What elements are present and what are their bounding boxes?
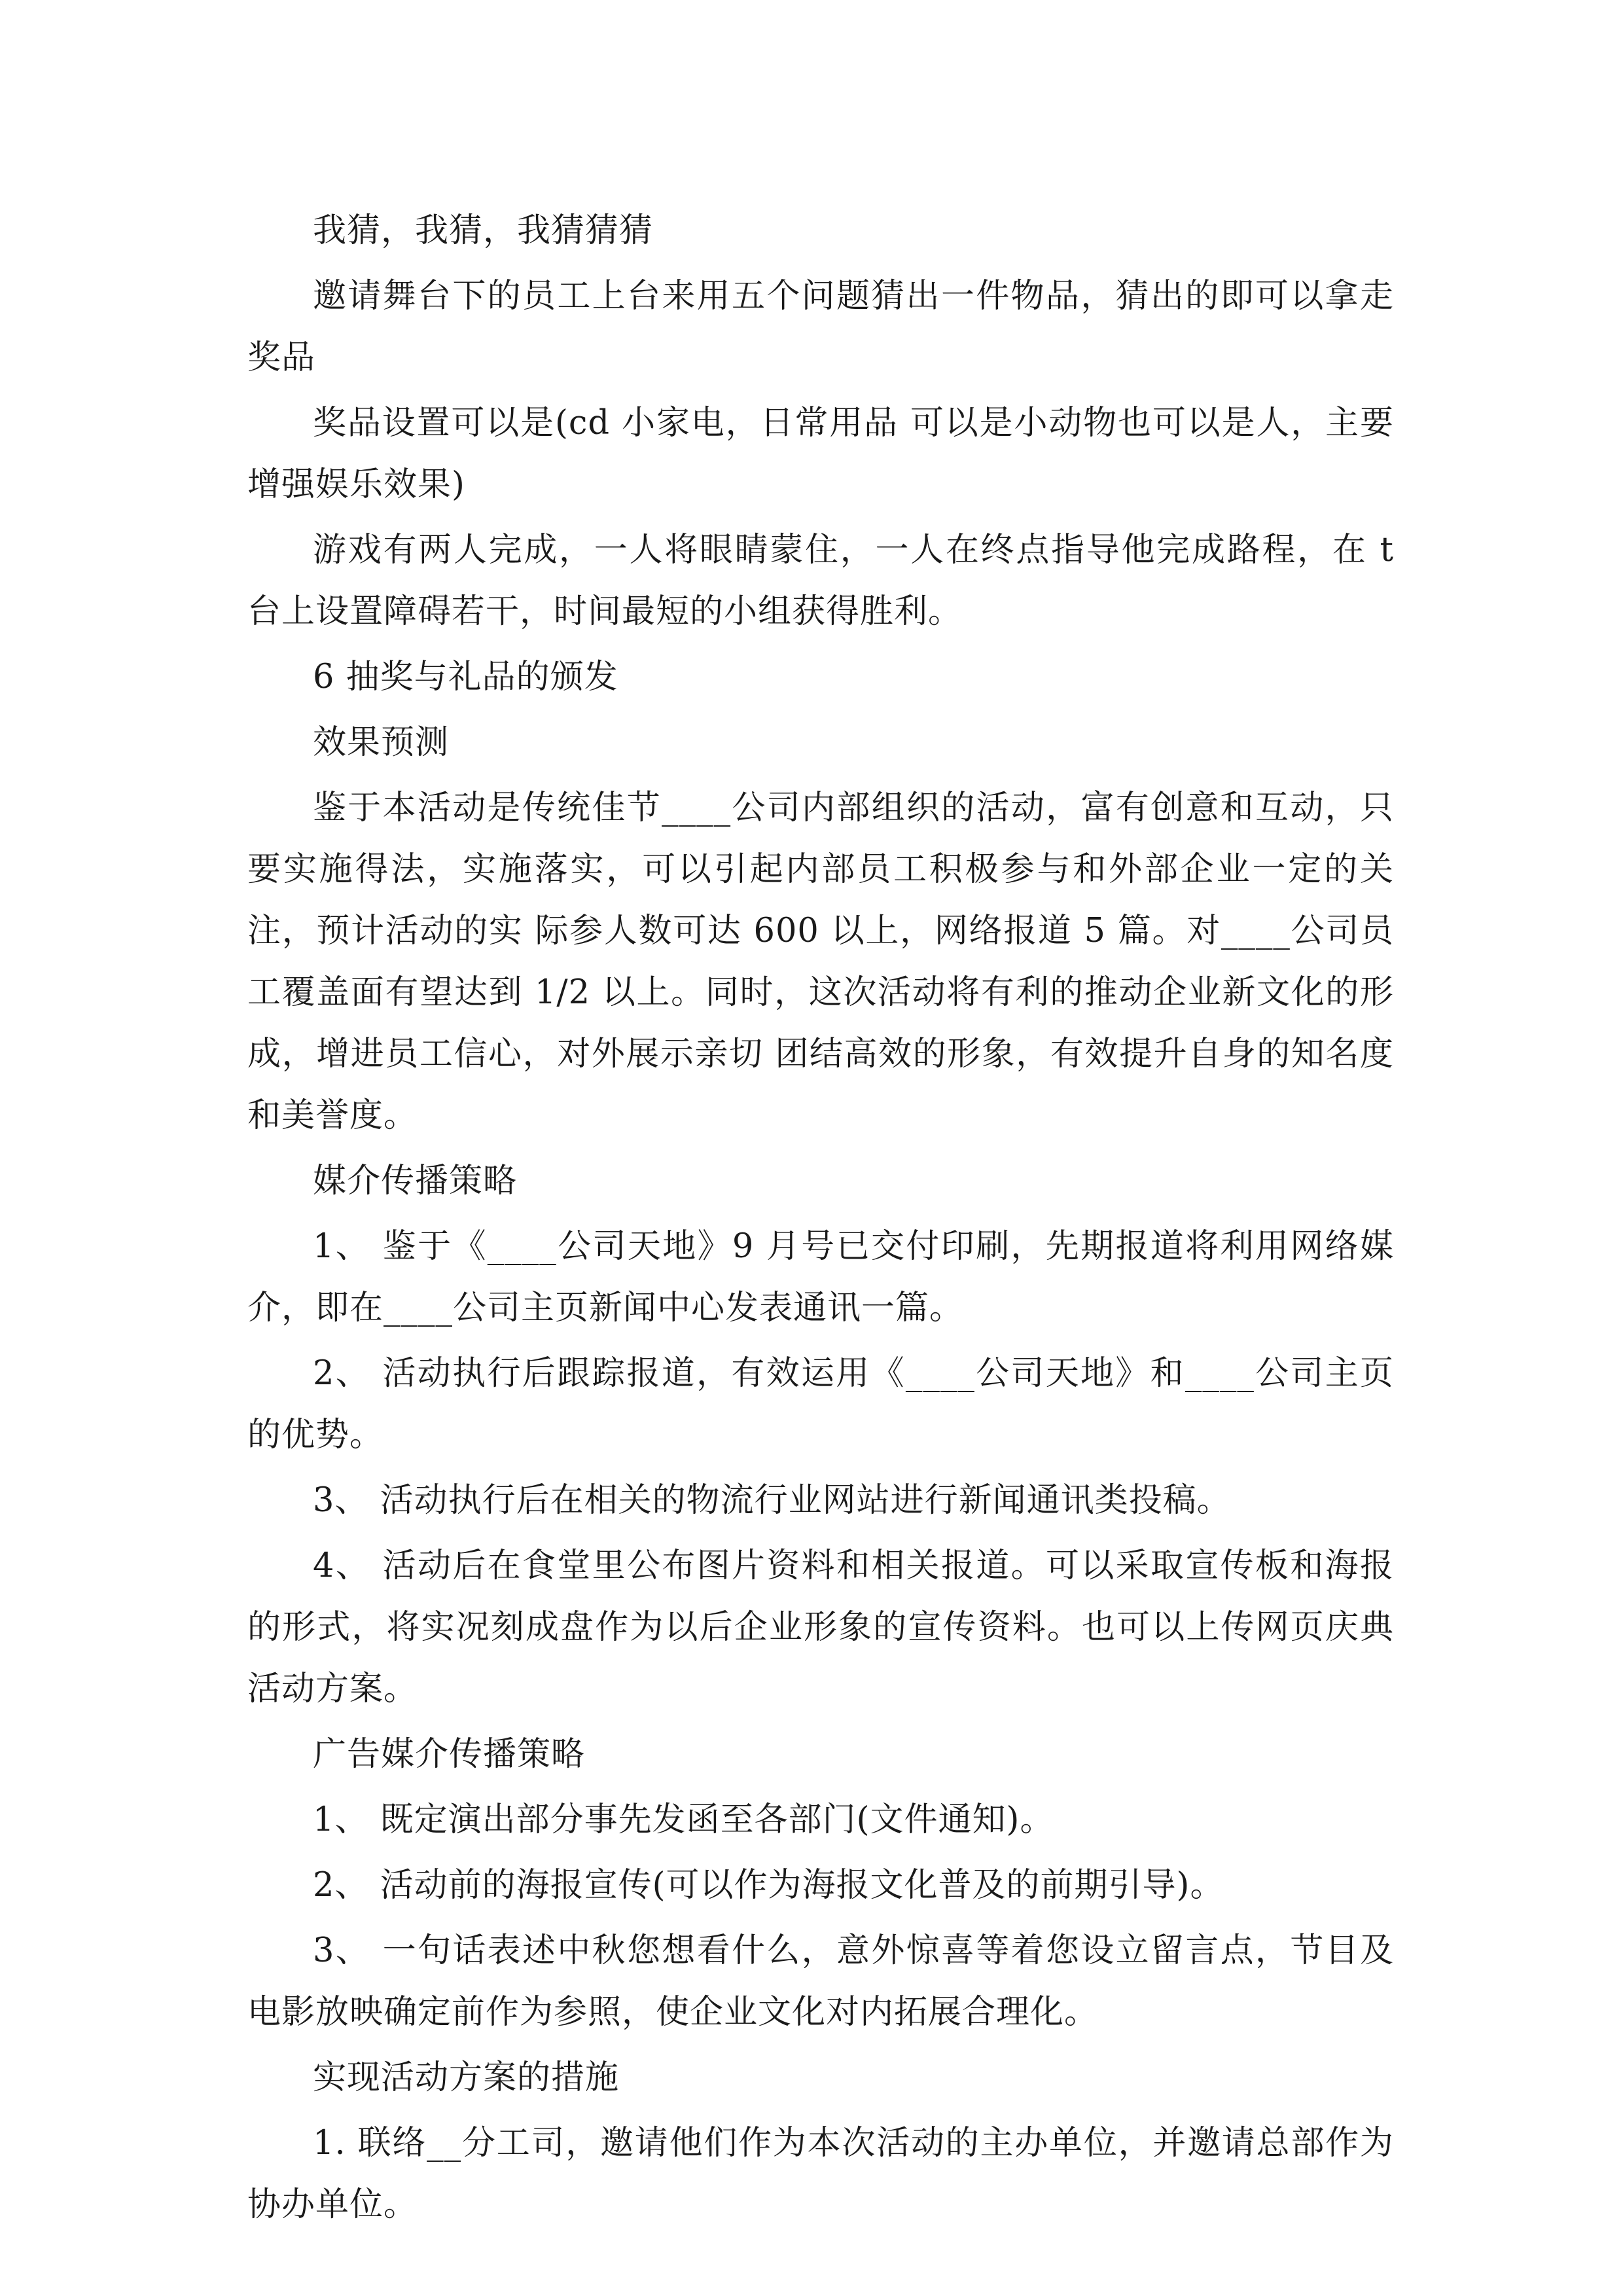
- paragraph-blindfold-game: 游戏有两人完成，一人将眼睛蒙住，一人在终点指导他完成路程，在 t 台上设置障碍若干，时间最短的小组获得胜利。: [247, 531, 1394, 631]
- list-item-media-1: 1、 鉴于《____公司天地》9 月号已交付印刷，先期报道将利用网络媒介，即在____公司主页新闻中心发表通讯一篇。: [247, 1227, 1394, 1327]
- section-heading-lottery: 6 抽奖与礼品的颁发: [313, 658, 618, 696]
- list-item-ad-2: 2、 活动前的海报宣传(可以作为海报文化普及的前期引导)。: [313, 1866, 1224, 1905]
- list-item-media-3: 3、 活动执行后在相关的物流行业网站进行新闻通讯类投稿。: [313, 1481, 1231, 1520]
- section-heading-ad-strategy: 广告媒介传播策略: [313, 1735, 586, 1774]
- section-heading-media-strategy: 媒介传播策略: [313, 1162, 518, 1200]
- list-item-measure-1: 1. 联络__分工司，邀请他们作为本次活动的主办单位，并邀请总部作为协办单位。: [247, 2124, 1394, 2224]
- list-item-media-4: 4、 活动后在食堂里公布图片资料和相关报道。可以采取宣传板和海报的形式，将实况刻成盘作为以后企业形象的宣传资料。也可以上传网页庆典活动方案。: [247, 1547, 1394, 1708]
- document-body: [247, 200, 1394, 2240]
- section-heading-measures: 实现活动方案的措施: [313, 2058, 620, 2097]
- paragraph-game-invite: 邀请舞台下的员工上台来用五个问题猜出一件物品，猜出的即可以拿走奖品: [247, 277, 1394, 377]
- paragraph-effect-forecast: 鉴于本活动是传统佳节____公司内部组织的活动，富有创意和互动，只要实施得法，实施落实，可以引起内部员工积极参与和外部企业一定的关注，预计活动的实 际参人数可达 600 以上，网络报道 5 篇。对____公司员工覆盖面有望达到 1/2 以上。同时，这次活动将有利的推动企业新文化的形成，增进员工信心，对外展示亲切 团结高效的形象，有效提升自身的知名度和美誉度。: [247, 789, 1394, 1135]
- section-heading-effect-forecast: 效果预测: [313, 723, 450, 762]
- paragraph-game-title: 我猜，我猜，我猜猜猜: [313, 211, 654, 250]
- list-item-media-2: 2、 活动执行后跟踪报道，有效运用《____公司天地》和____公司主页的优势。: [247, 1354, 1394, 1454]
- list-item-ad-3: 3、 一句话表述中秋您想看什么，意外惊喜等着您设立留言点，节目及电影放映确定前作为参照，使企业文化对内拓展合理化。: [247, 1931, 1394, 2032]
- list-item-ad-1: 1、 既定演出部分事先发函至各部门(文件通知)。: [313, 1801, 1054, 1839]
- paragraph-prize-settings: 奖品设置可以是(cd 小家电，日常用品 可以是小动物也可以是人，主要增强娱乐效果): [247, 404, 1394, 504]
